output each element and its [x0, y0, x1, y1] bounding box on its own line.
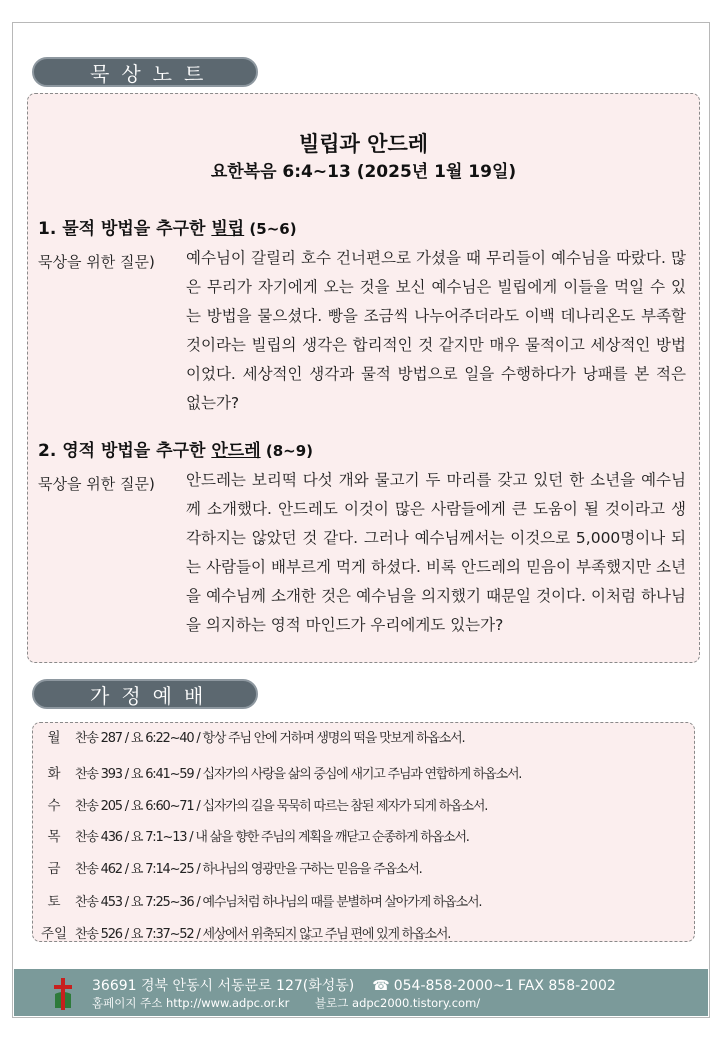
section-2-heading	[38, 436, 313, 461]
section-2-question: 안드레는 보리떡 다섯 개와 물고기 두 마리를 갖고 있던 한 소년을 예수님께 소개했다. 안드레도 이것이 많은 사람들에게 큰 도움이 될 것이라고 생각하지는 않았던 것 같다. 그러나 예수님께서는 이것으로 5,000명이나 되는 사람들이 배부르게 먹게 하셨다. 비록 안드레의 믿음이 부족했지만 소년을 예수님께 소개한 것은 예수님을 의지했기 때문일 것이다. 이처럼 하나님을 의지하는 영적 마인드가 우리에게도 있는가?	[186, 471, 686, 634]
section-1-range: (5~6)	[244, 220, 297, 238]
family-row-sun	[33, 921, 450, 943]
meditation-header: 묵상노트	[32, 57, 258, 87]
family-text: 찬송 462 / 요 7:14~25 / 하나님의 영광만을 구하는 믿음을 주옵소서.	[75, 861, 422, 877]
footer-homepage-link[interactable]: 홈페이지 주소 http://www.adpc.or.kr	[92, 996, 290, 1010]
family-row-thu	[33, 824, 469, 846]
church-cross-logo-icon	[52, 978, 74, 1010]
family-text: 찬송 287 / 요 6:22~40 / 항상 주님 안에 거하며 생명의 떡을 맛보게 하옵소서.	[75, 730, 465, 746]
section-2-name: 안드레	[211, 441, 261, 461]
family-day: 토	[47, 894, 61, 910]
family-row-wed	[33, 793, 487, 815]
footer-address: 36691 경북 안동시 서동문로 127(화성동)	[92, 978, 355, 994]
meditation-title: 빌립과 안드레	[298, 132, 429, 156]
family-text: 찬송 393 / 요 6:41~59 / 십자가의 사랑을 삶의 중심에 새기고 주님과 연합하게 하옵소서.	[75, 766, 522, 782]
section-2-question-label: 묵상을 위한 질문)	[38, 475, 155, 493]
family-worship-box	[32, 722, 695, 942]
family-day: 주일	[40, 926, 68, 942]
family-day: 수	[47, 798, 61, 814]
family-row-fri	[33, 856, 422, 878]
footer-phone: 054-858-2000~1 FAX 858-2002	[393, 978, 616, 994]
footer-blog-link[interactable]: 블로그 adpc2000.tistory.com/	[315, 996, 481, 1010]
family-day: 화	[47, 766, 61, 782]
footer-web	[92, 995, 480, 1011]
family-day: 목	[47, 829, 61, 845]
family-text: 찬송 436 / 요 7:1~13 / 내 삶을 향한 주님의 계획을 깨닫고 순종하게 하옵소서.	[75, 829, 469, 845]
family-day: 월	[47, 730, 61, 746]
section-1-number: 1. 물적 방법을 추구한	[38, 219, 212, 239]
family-worship-header: 가정예배	[32, 679, 258, 709]
family-text: 찬송 526 / 요 7:37~52 / 세상에서 위축되지 않고 주님 편에 있게 하옵소서.	[75, 926, 451, 942]
footer	[14, 969, 708, 1016]
section-2-range: (8~9)	[260, 442, 314, 460]
family-row-sat	[33, 889, 481, 911]
phone-icon: ☎	[372, 978, 390, 994]
meditation-subtitle: 요한복음 6:4~13 (2025년 1월 19일)	[210, 162, 517, 182]
meditation-box	[27, 93, 700, 663]
section-1-heading	[38, 214, 297, 239]
section-1-question-label: 묵상을 위한 질문)	[38, 253, 155, 271]
family-row-mon	[33, 725, 464, 747]
family-day: 금	[47, 861, 61, 877]
family-row-tue	[33, 761, 521, 783]
family-text: 찬송 205 / 요 6:60~71 / 십자가의 길을 묵묵히 따르는 참된 제자가 되게 하옵소서.	[75, 798, 488, 814]
section-2-number: 2. 영적 방법을 추구한	[38, 441, 212, 461]
section-1-question: 예수님이 갈릴리 호수 건너편으로 가셨을 때 무리들이 예수님을 따랐다. 많은 무리가 자기에게 오는 것을 보신 예수님은 빌립에게 이들을 먹일 수 있는 방법을 물으셨다. 빵을 조금씩 나누어주더라도 이백 데나리온도 부족할 것이라는 빌립의 생각은 합리적인 것 같지만 매우 물적이고 세상적인 방법이었다. 세상적인 생각과 물적 방법으로 일을 수행하다가 낭패를 본 적은 없는가?	[186, 249, 686, 412]
section-1-name: 빌립	[211, 219, 245, 239]
family-text: 찬송 453 / 요 7:25~36 / 예수님처럼 하나님의 때를 분별하며 살아가게 하옵소서.	[75, 894, 482, 910]
footer-contact	[92, 975, 616, 995]
